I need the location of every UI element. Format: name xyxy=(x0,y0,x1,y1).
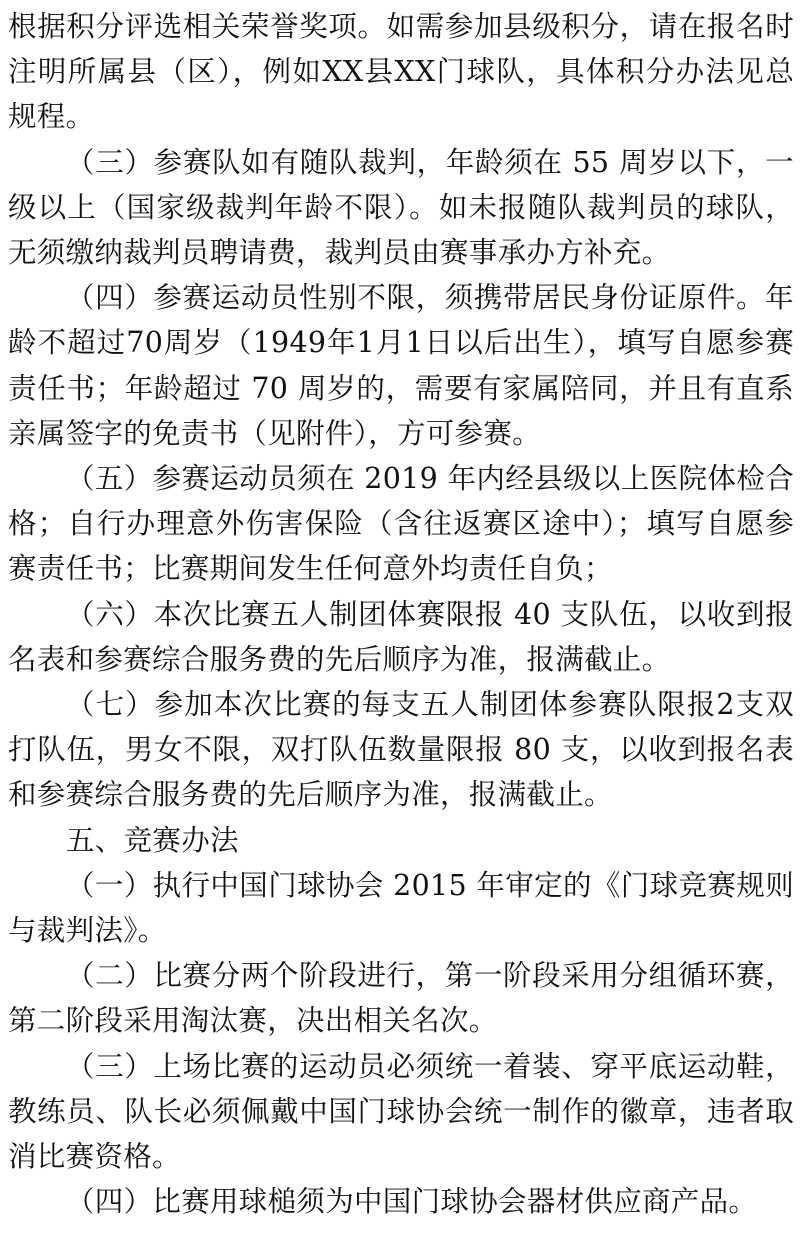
paragraph-method-1-rules: （一）执行中国门球协会 2015 年审定的《门球竞赛规则与裁判法》。 xyxy=(8,868,794,948)
section-heading-competition-method: 五、竞赛办法 xyxy=(66,823,239,857)
paragraph-method-3-uniform: （三）上场比赛的运动员必须统一着装、穿平底运动鞋，教练员、队长必须佩戴中国门球协会统一制作的徽章，违者取消比赛资格。 xyxy=(8,1049,794,1174)
paragraph-continuation: 根据积分评选相关荣誉奖项。如需参加县级积分，请在报名时注明所属县（区），例如XX县XX门球队，具体积分办法见总规程。 xyxy=(8,10,794,134)
document-page xyxy=(8,4,794,1224)
paragraph-method-2-stages: （二）比赛分两个阶段进行，第一阶段采用分组循环赛，第二阶段采用淘汰赛，决出相关名次。 xyxy=(8,959,794,1038)
paragraph-item-3-referees: （三）参赛队如有随队裁判，年龄须在 55 周岁以下，一级以上（国家级裁判年龄不限）。如未报随队裁判员的球队，无须缴纳裁判员聘请费，裁判员由赛事承办方补充。 xyxy=(8,145,794,270)
paragraph-item-5-health: （五）参赛运动员须在 2019 年内经县级以上医院体检合格；自行办理意外伤害保险（含往返赛区途中）；填写自愿参赛责任书；比赛期间发生任何意外均责任自负； xyxy=(8,462,794,586)
paragraph-item-7-doubles: （七）参加本次比赛的每支五人制团体参赛队限报2支双打队伍，男女不限，双打队伍数量限报 80 支，以收到报名表和参赛综合服务费的先后顺序为准，报满截止。 xyxy=(8,688,794,812)
paragraph-item-4-athletes: （四）参赛运动员性别不限，须携带居民身份证原件。年龄不超过70周岁（1949年1月1日以后出生），填写自愿参赛责任书；年龄超过 70 周岁的，需要有家属陪同，并且有直系亲属签字的免责书（见附件），方可参赛。 xyxy=(8,281,794,450)
paragraph-method-4-mallet: （四）比赛用球槌须为中国门球协会器材供应商产品。 xyxy=(66,1185,758,1219)
paragraph-item-6-team-limit: （六）本次比赛五人制团体赛限报 40 支队伍，以收到报名表和参赛综合服务费的先后顺序为准，报满截止。 xyxy=(8,597,794,676)
